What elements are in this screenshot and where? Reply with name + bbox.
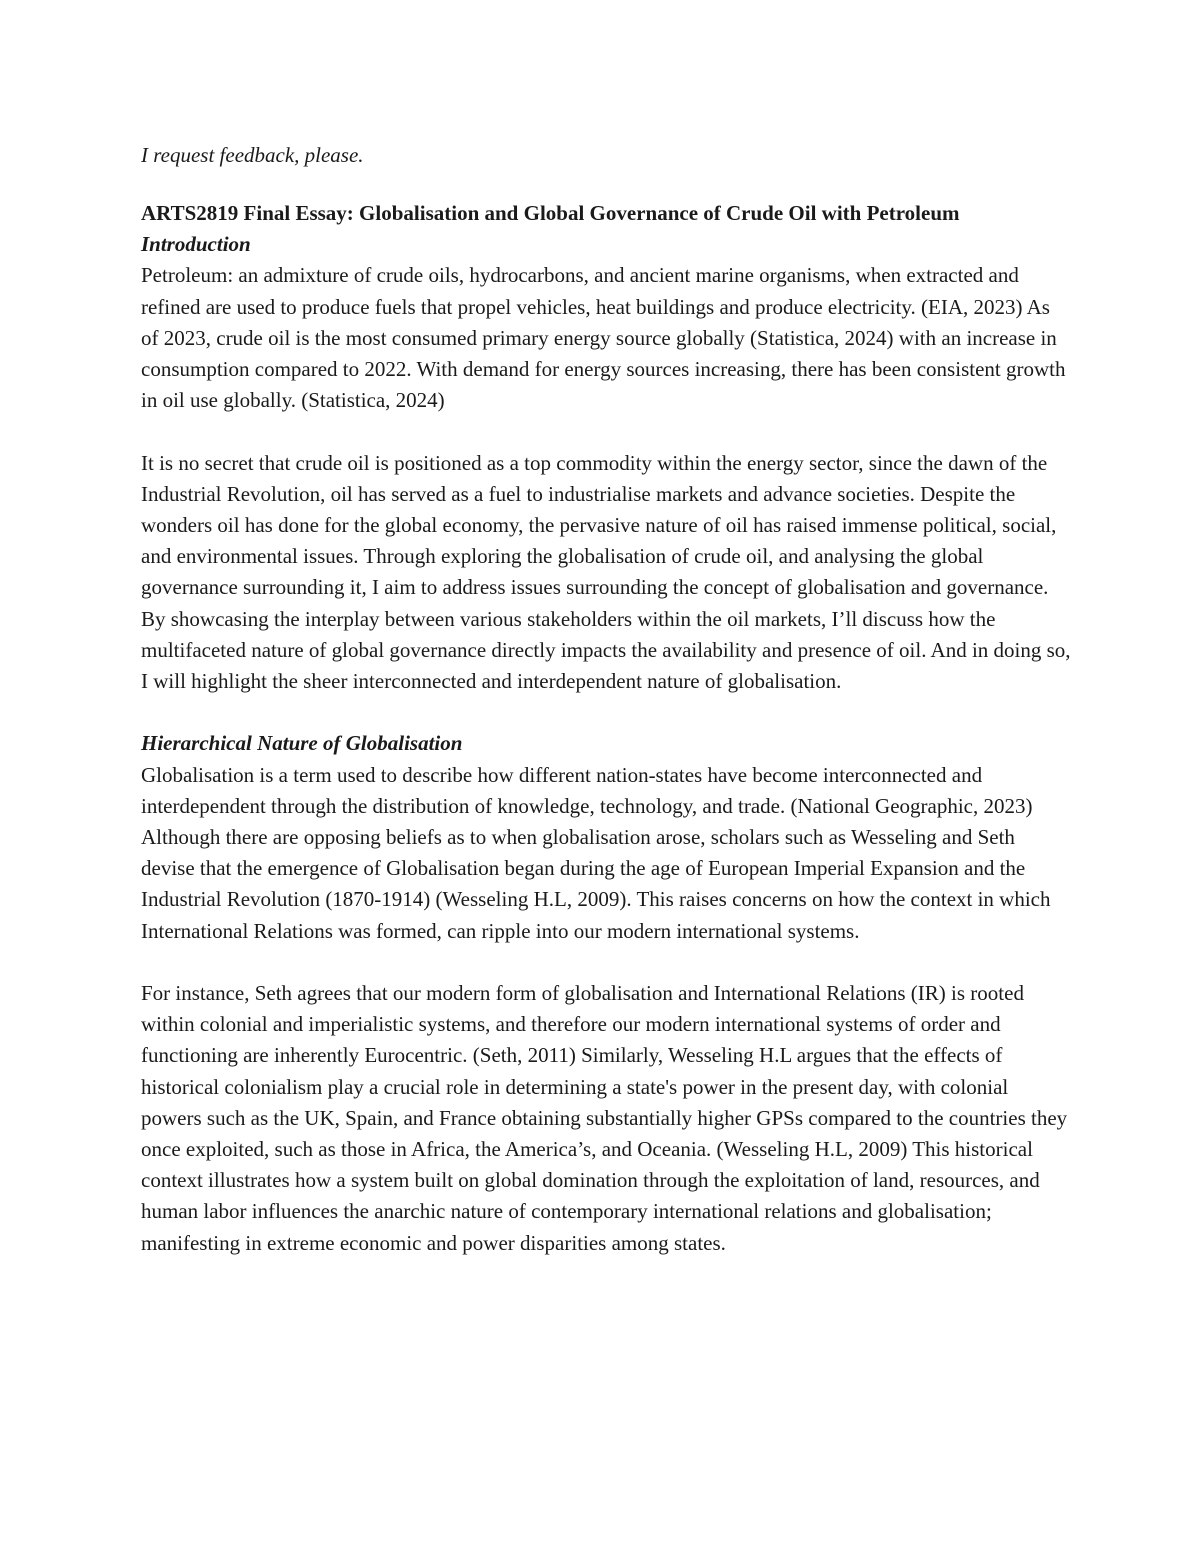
section-heading-introduction: Introduction: [141, 232, 251, 257]
hierarchical-paragraph-2: For instance, Seth agrees that our modern form of globalisation and International Relations (IR) is rooted within colonial and imperialistic systems, and therefore our modern international systems of order and functioning are inherently Eurocentric. (Seth, 2011) Similarly, Wesseling H.L argues that the effects of historical colonialism play a crucial role in determining a state's power in the present day, with colonial powers such as the UK, Spain, and France obtaining substantially higher GPSs compared to the countries they once exploited, such as those in Africa, the America’s, and Oceania. (Wesseling H.L, 2009) This historical context illustrates how a system built on global domination through the exploitation of land, resources, and human labor influences the anarchic nature of contemporary international relations and globalisation; manifesting in extreme economic and power disparities among states.: [141, 981, 1068, 1255]
hierarchical-paragraph-1: Globalisation is a term used to describe how different nation-states have become interconnected and interdependent through the distribution of knowledge, technology, and trade. (National Geographic, 2023) Although there are opposing beliefs as to when globalisation arose, scholars such as Wesseling and Seth devise that the emergence of Globalisation began during the age of European Imperial Expansion and the Industrial Revolution (1870-1914) (Wesseling H.L, 2009). This raises concerns on how the context in which International Relations was formed, can ripple into our modern international systems.: [141, 762, 1051, 943]
document-body: [141, 140, 1071, 1259]
paragraph-spacer: [141, 697, 1071, 728]
introduction-paragraph-1: Petroleum: an admixture of crude oils, hydrocarbons, and ancient marine organisms, when extracted and refined are used to produce fuels that propel vehicles, heat buildings and produce electricity. (EIA, 2023) As of 2023, crude oil is the most consumed primary energy source globally (Statistica, 2024) with an increase in consumption compared to 2022. With demand for energy sources increasing, there has been consistent growth in oil use globally. (Statistica, 2024): [141, 263, 1066, 413]
paragraph-spacer: [141, 947, 1071, 978]
section-heading-hierarchical: Hierarchical Nature of Globalisation: [141, 731, 463, 756]
introduction-paragraph-2: It is no secret that crude oil is positioned as a top commodity within the energy sector, since the dawn of the Industrial Revolution, oil has served as a fuel to industrialise markets and advance societies. Despite the wonders oil has done for the global economy, the pervasive nature of oil has raised immense political, social, and environmental issues. Through exploring the globalisation of crude oil, and analysing the global governance surrounding it, I aim to address issues surrounding the concept of globalisation and governance. By showcasing the interplay between various stakeholders within the oil markets, I’ll discuss how the multifaceted nature of global governance directly impacts the availability and presence of oil. And in doing so, I will highlight the sheer interconnected and interdependent nature of globalisation.: [141, 450, 1071, 694]
paragraph-spacer: [141, 416, 1071, 447]
feedback-request-note: I request feedback, please.: [141, 143, 364, 167]
essay-title: ARTS2819 Final Essay: Globalisation and Global Governance of Crude Oil with Petroleum: [141, 201, 960, 225]
